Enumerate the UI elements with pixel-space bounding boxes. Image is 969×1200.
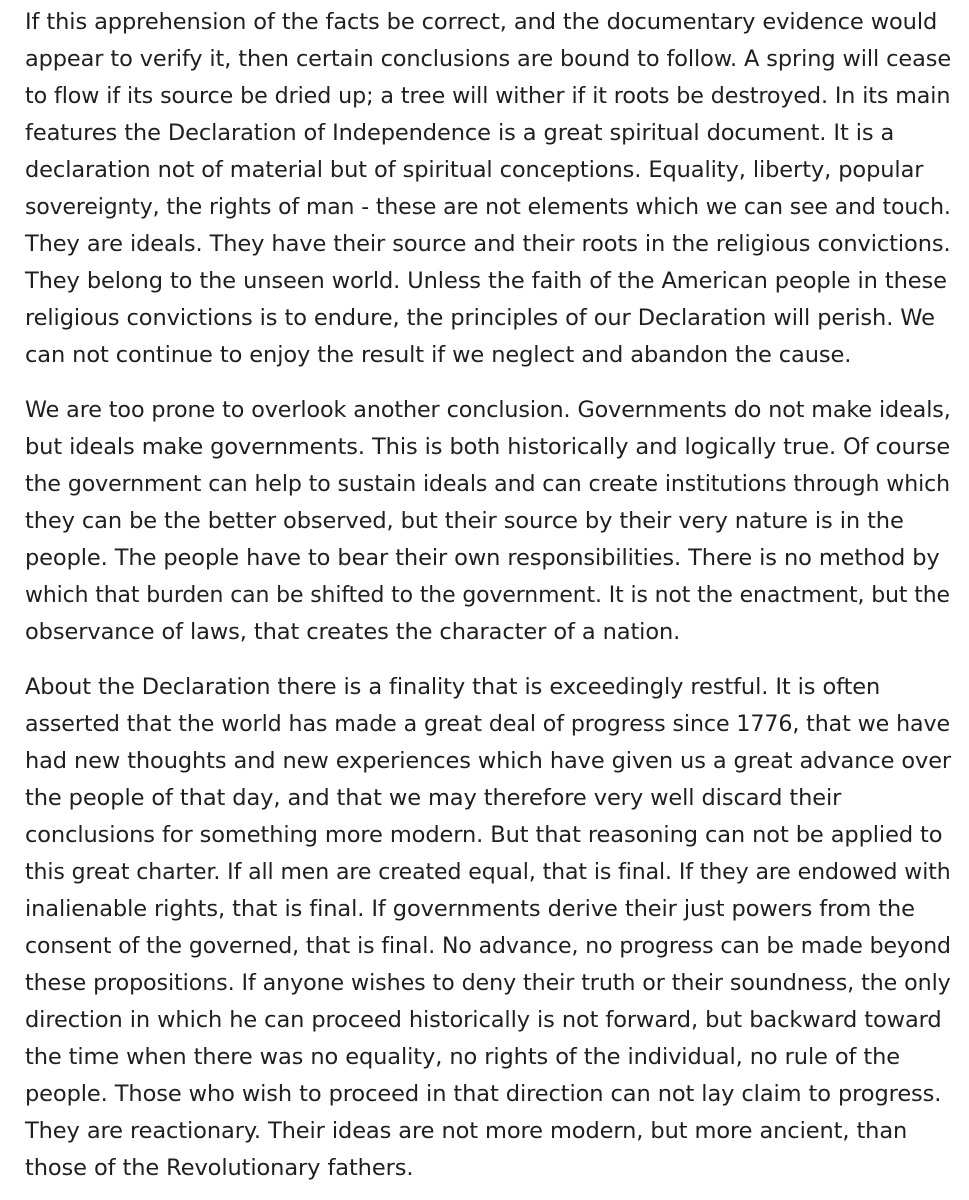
paragraph-finality xyxy=(25,669,951,1187)
text-line: declaration not of material but of spiritual conceptions. Equality, liberty, popular xyxy=(25,157,924,183)
text-line: We are too prone to overlook another conclusion. Governments do not make ideals, xyxy=(25,397,951,423)
text-line: consent of the governed, that is final. No advance, no progress can be made beyond xyxy=(25,934,951,959)
paragraph-declaration-spiritual xyxy=(25,4,951,374)
text-line: they can be the better observed, but their source by their very nature is in the xyxy=(25,508,904,534)
text-line: the government can help to sustain ideals and can create institutions through which xyxy=(25,472,951,497)
text-line: these propositions. If anyone wishes to deny their truth or their soundness, the only xyxy=(25,970,951,996)
text-line: features the Declaration of Independence is a great spiritual document. It is a xyxy=(25,120,895,146)
text-line: If this apprehension of the facts be correct, and the documentary evidence would xyxy=(25,9,938,35)
text-line: but ideals make governments. This is both historically and logically true. Of course xyxy=(25,434,951,460)
text-line: inalienable rights, that is final. If governments derive their just powers from the xyxy=(25,896,915,922)
text-line: had new thoughts and new experiences which have given us a great advance over xyxy=(25,748,952,774)
text-line: can not continue to enjoy the result if we neglect and abandon the cause. xyxy=(25,342,852,368)
text-line: the people of that day, and that we may therefore very well discard their xyxy=(25,785,842,811)
text-line: this great charter. If all men are created equal, that is final. If they are endowed with xyxy=(25,860,951,885)
text-line: They belong to the unseen world. Unless the faith of the American people in these xyxy=(25,268,947,294)
text-line: sovereignty, the rights of man - these are not elements which we can see and touch. xyxy=(25,195,951,220)
text-line: appear to verify it, then certain conclusions are bound to follow. A spring will cease xyxy=(25,46,952,72)
text-line: those of the Revolutionary fathers. xyxy=(25,1155,414,1181)
text-line: About the Declaration there is a finality that is exceedingly restful. It is often xyxy=(25,674,881,700)
text-line: people. Those who wish to proceed in that direction can not lay claim to progress. xyxy=(25,1081,942,1107)
text-line: religious convictions is to endure, the principles of our Declaration will perish. We xyxy=(25,305,935,331)
text-line: observance of laws, that creates the character of a nation. xyxy=(25,619,681,645)
text-line: which that burden can be shifted to the government. It is not the enactment, but the xyxy=(25,583,950,608)
text-line: to flow if its source be dried up; a tree will wither if it roots be destroyed. In its main xyxy=(25,83,951,109)
text-line: They are ideals. They have their source and their roots in the religious convictions. xyxy=(25,231,951,257)
paragraph-ideals-make-governments xyxy=(25,392,951,651)
text-line: conclusions for something more modern. But that reasoning can not be applied to xyxy=(25,822,943,848)
text-line: direction in which he can proceed historically is not forward, but backward toward xyxy=(25,1007,942,1033)
text-line: They are reactionary. Their ideas are not more modern, but more ancient, than xyxy=(25,1118,908,1144)
text-line: asserted that the world has made a great deal of progress since 1776, that we have xyxy=(25,711,950,737)
text-line: people. The people have to bear their own responsibilities. There is no method by xyxy=(25,545,940,571)
text-line: the time when there was no equality, no rights of the individual, no rule of the xyxy=(25,1044,901,1070)
